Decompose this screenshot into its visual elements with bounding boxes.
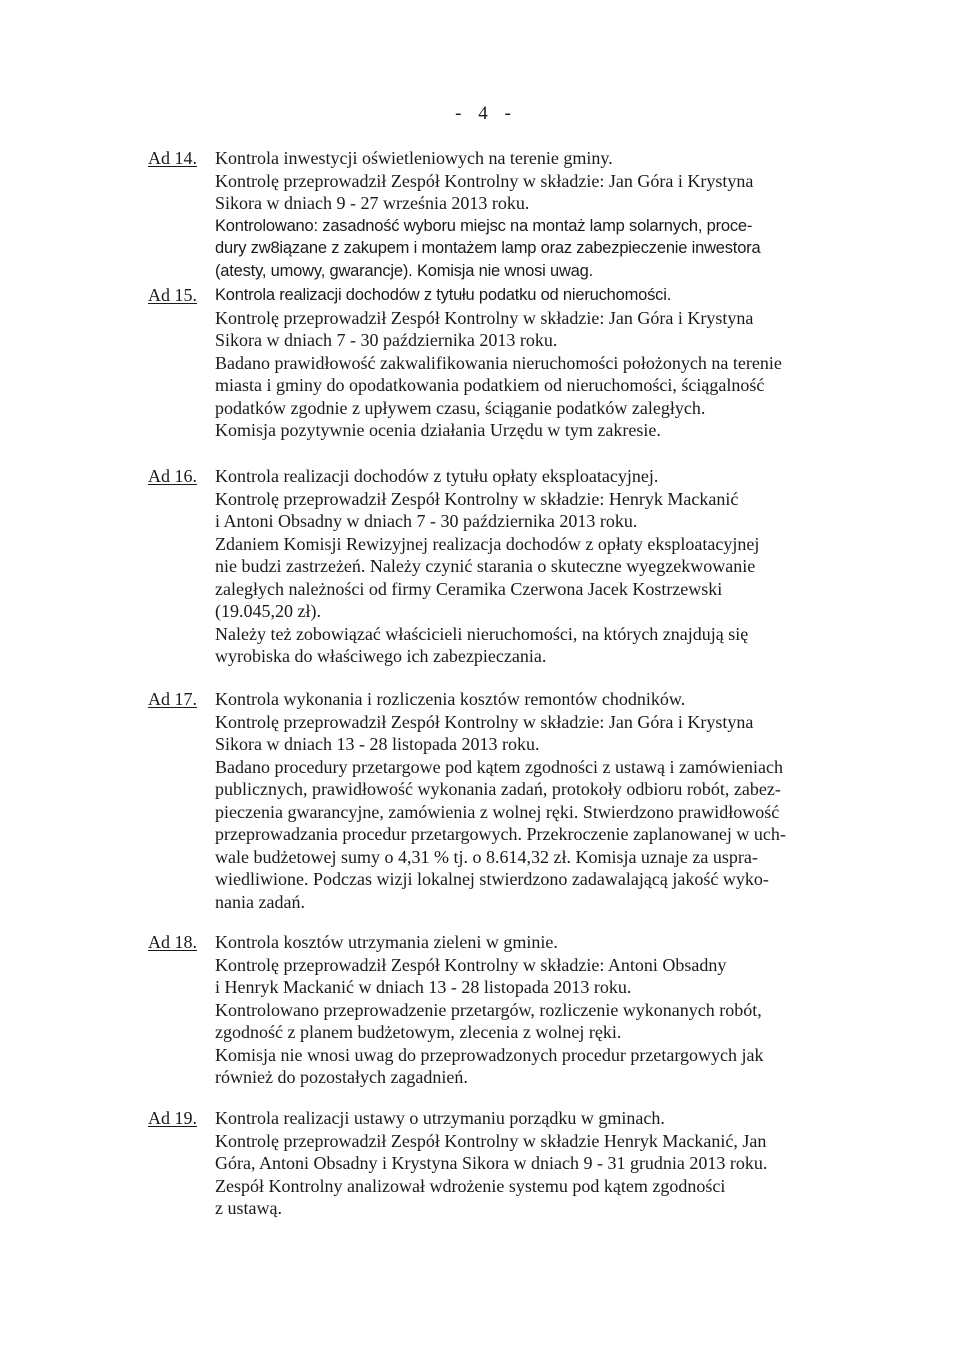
text-line: wyrobiska do właściwego ich zabezpieczania. [215, 646, 547, 666]
text-line: Komisja nie wnosi uwag do przeprowadzonych procedur przetargowych jak [215, 1044, 764, 1065]
sans-text-block [215, 215, 835, 283]
text-line: (19.045,20 zł). [215, 601, 321, 621]
text-line: Kontrolowano przeprowadzenie przetargów, rozliczenie wykonanych robót, [215, 999, 762, 1020]
text-line: (atesty, umowy, gwarancje). Komisja nie wnosi uwag. [215, 261, 594, 280]
text-line: Sikora w dniach 7 - 30 października 2013 roku. [215, 330, 558, 350]
text-line: Kontrolę przeprowadził Zespół Kontrolny w składzie: Jan Góra i Krystyna [215, 170, 754, 191]
text-line: wiedliwione. Podczas wizji lokalnej stwierdzono zadawalającą jakość wyko- [215, 869, 769, 889]
text-line: Komisja pozytywnie ocenia działania Urzędu w tym zakresie. [215, 420, 661, 440]
text-line: podatków zgodnie z upływem czasu, ściąganie podatków zaległych. [215, 397, 706, 418]
text-line: wale budżetowej sumy o 4,31 % tj. o 8.614,32 zł. Komisja uznaje za uspra- [215, 846, 758, 867]
text-line: i Antoni Obsadny w dniach 7 - 30 października 2013 roku. [215, 511, 638, 531]
section-body [215, 931, 835, 1089]
page-number: - 4 - [455, 103, 517, 124]
text-line: Sikora w dniach 9 - 27 września 2013 roku. [215, 193, 530, 213]
section-body [215, 465, 835, 668]
sans-text-block [215, 284, 835, 307]
section-label: Ad 14. [148, 148, 197, 168]
text-line: zgodność z planem budżetowym, zlecenia z wolnej ręki. [215, 1022, 622, 1042]
text-line: Należy też zobowiązać właścicieli nieruchomości, na których znajdują się [215, 623, 749, 644]
text-line: Badano prawidłowość zakwalifikowania nieruchomości położonych na terenie [215, 352, 782, 373]
text-line: Kontrolę przeprowadził Zespół Kontrolny w składzie Henryk Mackanić, Jan [215, 1130, 767, 1151]
text-line: pieczenia gwarancyjne, zamówienia z wolnej ręki. Stwierdzono prawidłowość [215, 801, 780, 822]
text-line: Góra, Antoni Obsadny i Krystyna Sikora w dniach 9 - 31 grudnia 2013 roku. [215, 1153, 768, 1173]
text-line: Kontrola wykonania i rozliczenia kosztów remontów chodników. [215, 689, 686, 709]
section-body [215, 1107, 835, 1220]
section-label: Ad 19. [148, 1108, 197, 1128]
section-body [215, 284, 835, 442]
text-line: Kontrola realizacji ustawy o utrzymaniu porządku w gminach. [215, 1108, 665, 1128]
text-line: nie budzi zastrzeżeń. Należy czynić starania o skuteczne wyegzekwowanie [215, 556, 756, 576]
text-line: z ustawą. [215, 1198, 282, 1218]
section-body [215, 688, 835, 913]
section-label: Ad 17. [148, 689, 197, 709]
text-line: również do pozostałych zagadnień. [215, 1067, 468, 1087]
text-line: Kontrolę przeprowadził Zespół Kontrolny w składzie: Jan Góra i Krystyna [215, 307, 754, 328]
text-line: Kontrola kosztów utrzymania zieleni w gminie. [215, 932, 558, 952]
text-line: Kontrolowano: zasadność wyboru miejsc na montaż lamp solarnych, proce- [215, 216, 753, 235]
text-line: zaległych należności od firmy Ceramika Czerwona Jacek Kostrzewski [215, 578, 723, 599]
text-line: Zdaniem Komisji Rewizyjnej realizacja dochodów z opłaty eksploatacyjnej [215, 533, 760, 554]
text-line: publicznych, prawidłowość wykonania zadań, protokoły odbioru robót, zabez- [215, 779, 781, 799]
text-line: Badano procedury przetargowe pod kątem zgodności z ustawą i zamówieniach [215, 756, 783, 777]
text-line: Kontrolę przeprowadził Zespół Kontrolny w składzie: Henryk Mackanić [215, 488, 739, 509]
section-body [215, 147, 835, 282]
text-line: i Henryk Mackanić w dniach 13 - 28 listopada 2013 roku. [215, 977, 632, 997]
text-line: dury zw8iązane z zakupem i montażem lamp oraz zabezpieczenie inwestora [215, 239, 761, 257]
section-label: Ad 16. [148, 466, 197, 486]
text-line: Kontrolę przeprowadził Zespół Kontrolny w składzie: Antoni Obsadny [215, 954, 727, 975]
text-line: Sikora w dniach 13 - 28 listopada 2013 roku. [215, 734, 540, 754]
text-line: Kontrola realizacji dochodów z tytułu podatku od nieruchomości. [215, 286, 672, 304]
text-line: miasta i gminy do opodatkowania podatkiem od nieruchomości, ściągalność [215, 375, 765, 395]
text-line: Kontrola inwestycji oświetleniowych na terenie gminy. [215, 148, 613, 168]
section-label: Ad 18. [148, 932, 197, 952]
section-label: Ad 15. [148, 285, 197, 305]
text-line: Kontrolę przeprowadził Zespół Kontrolny w składzie: Jan Góra i Krystyna [215, 711, 754, 732]
text-line: Zespół Kontrolny analizował wdrożenie systemu pod kątem zgodności [215, 1175, 726, 1196]
text-line: przeprowadzania procedur przetargowych. Przekroczenie zaplanowanej w uch- [215, 824, 786, 844]
text-line: nania zadań. [215, 891, 305, 912]
text-line: Kontrola realizacji dochodów z tytułu opłaty eksploatacyjnej. [215, 466, 659, 486]
